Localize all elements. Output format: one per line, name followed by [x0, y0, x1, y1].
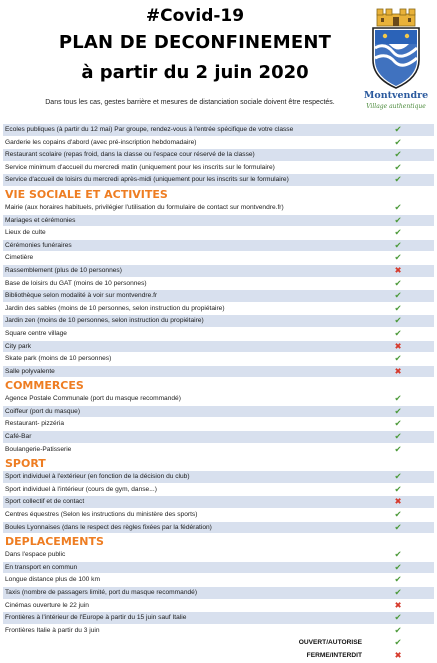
- check-icon: ✔: [394, 174, 402, 185]
- row-label: Service minimum d'accueil du mercredi matin (uniquement pour les inscrits sur le formulaire): [5, 163, 275, 171]
- row-label: En transport en commun: [5, 563, 78, 571]
- check-icon: ✔: [394, 483, 402, 494]
- row-label: Dans l'espace public: [5, 551, 66, 559]
- row-label: Ecoles publiques (à partir du 12 mai) Par groupe, rendez-vous à l'entrée spécifique de votre classe: [5, 126, 294, 133]
- table-row: [3, 471, 434, 484]
- table-row: [3, 202, 434, 215]
- check-icon: ✔: [394, 201, 402, 212]
- row-label: Boules Lyonnaises (dans le respect des règles fixées par la fédération): [5, 523, 212, 531]
- legend-item: [3, 637, 434, 650]
- table-row: [3, 562, 434, 575]
- check-icon: ✔: [394, 405, 402, 416]
- row-label: Mairie (aux horaires habituels, privilégier l'utilisation du formulaire de contact sur montvendre.fr): [5, 203, 284, 211]
- row-label: Frontières Italie à partir du 3 juin: [5, 626, 100, 634]
- table-row: [3, 290, 434, 303]
- row-label: Coiffeur (port du masque): [5, 407, 81, 415]
- check-icon: ✔: [394, 214, 402, 225]
- check-icon: ✔: [394, 290, 402, 301]
- row-label: Salle polyvalente: [5, 367, 55, 375]
- check-icon: ✔: [394, 443, 402, 454]
- section-title: SPORT: [3, 456, 434, 471]
- table-row: [3, 625, 434, 638]
- table-row: [3, 240, 434, 253]
- section-title: COMMERCES: [3, 378, 434, 393]
- row-label: Jardin des sables (moins de 10 personnes, selon instruction du propiétaire): [5, 304, 225, 312]
- table-row: [3, 303, 434, 316]
- table-row: [3, 574, 434, 587]
- page-title: PLAN DE DECONFINEMENT: [58, 32, 332, 53]
- table-row: [3, 341, 434, 354]
- row-label: Cimetière: [5, 254, 34, 262]
- table-row: [3, 162, 434, 175]
- check-icon: ✔: [394, 227, 402, 238]
- check-icon: ✔: [394, 327, 402, 338]
- table-row: [3, 549, 434, 562]
- check-icon: ✔: [394, 252, 402, 263]
- table-row: [3, 124, 434, 137]
- row-label: Café-Bar: [5, 433, 32, 441]
- table-row: [3, 509, 434, 522]
- table-row: [3, 353, 434, 366]
- row-label: Sport collectif et de contact: [5, 498, 85, 506]
- check-icon: ✔: [394, 136, 402, 147]
- coat-of-arms-icon: [363, 8, 429, 92]
- cross-icon: ✖: [394, 365, 402, 376]
- montvendre-logo: [363, 8, 429, 114]
- cross-icon: ✖: [394, 264, 402, 275]
- legend-item: [3, 650, 434, 663]
- row-label: Restaurant scolaire (repas froid, dans la classe ou l'espace cour réservé de la classe): [5, 151, 255, 159]
- table-row: [3, 522, 434, 535]
- row-label: Service d'accueil de loisirs du mercredi après-midi (uniquement pour les inscrits sur le formulaire): [5, 176, 289, 184]
- check-icon: ✔: [394, 277, 402, 288]
- check-icon: ✔: [394, 471, 402, 482]
- check-icon: ✔: [394, 509, 402, 520]
- check-icon: ✔: [394, 587, 402, 597]
- table-row: [3, 496, 434, 509]
- legend-label: FERME/INTERDIT: [306, 651, 362, 659]
- legend-label: OUVERT/AUTORISE: [298, 639, 362, 647]
- row-label: Agence Postale Communale (port du masque recommandé): [5, 395, 181, 403]
- table-row: [3, 252, 434, 265]
- table-row: [3, 149, 434, 162]
- table-row: [3, 278, 434, 291]
- table-row: [3, 174, 434, 187]
- deconfinement-table: [3, 124, 434, 663]
- check-icon: ✔: [394, 161, 402, 172]
- check-icon: ✔: [394, 302, 402, 313]
- check-icon: ✔: [394, 124, 402, 134]
- row-label: Skate park (moins de 10 personnes): [5, 355, 112, 363]
- cross-icon: ✖: [394, 340, 402, 351]
- row-label: Lieux de culte: [5, 229, 46, 237]
- table-row: [3, 484, 434, 497]
- row-label: Taxis (nombre de passagers limité, port du masque recommandé): [5, 589, 198, 596]
- row-label: Cérémonies funéraires: [5, 241, 72, 249]
- check-icon: ✔: [394, 637, 402, 648]
- check-icon: ✔: [394, 521, 402, 532]
- date-subtitle: à partir du 2 juin 2020: [81, 62, 309, 83]
- row-label: Sport individuel à l'extérieur (en fonction de la décision du club): [5, 473, 190, 481]
- cross-icon: ✖: [394, 496, 402, 507]
- check-icon: ✔: [394, 549, 402, 560]
- row-label: Frontières à l'intérieur de l'Europe à partir du 15 juin sauf Italie: [5, 614, 187, 622]
- cross-icon: ✖: [394, 599, 402, 610]
- table-row: [3, 444, 434, 457]
- check-icon: ✔: [394, 561, 402, 572]
- logo-tagline: Village authentique: [366, 103, 426, 110]
- table-row: [3, 215, 434, 228]
- table-row: [3, 315, 434, 328]
- intro-text: Dans tous les cas, gestes barrière et mesures de distanciation sociale doivent être respectés.: [45, 99, 335, 106]
- check-icon: ✔: [394, 431, 402, 442]
- section-title: DEPLACEMENTS: [3, 534, 434, 549]
- cross-icon: ✖: [394, 649, 402, 660]
- row-label: City park: [5, 342, 32, 350]
- check-icon: ✔: [394, 418, 402, 429]
- check-icon: ✔: [394, 239, 402, 250]
- check-icon: ✔: [394, 315, 402, 326]
- check-icon: ✔: [394, 574, 402, 585]
- row-label: Base de loisirs du GAT (moins de 10 personnes): [5, 279, 147, 287]
- row-label: Mariages et cérémonies: [5, 216, 76, 224]
- row-label: Centres équestres (Selon les instructions du ministère des sports): [5, 511, 198, 519]
- table-row: [3, 612, 434, 625]
- row-label: Longue distance plus de 100 km: [5, 576, 100, 584]
- table-row: [3, 227, 434, 240]
- check-icon: ✔: [394, 612, 402, 623]
- table-row: [3, 431, 434, 444]
- table-row: [3, 393, 434, 406]
- row-label: Square centre village: [5, 329, 67, 337]
- table-row: [3, 600, 434, 613]
- logo-name: Montvendre: [363, 90, 429, 101]
- table-row: [3, 265, 434, 278]
- check-icon: ✔: [394, 624, 402, 635]
- row-label: Boulangerie-Patisserie: [5, 445, 72, 453]
- row-label: Garderie les copains d'abord (avec pré-inscription hebdomadaire): [5, 138, 197, 146]
- table-row: [3, 587, 434, 600]
- row-label: Jardin zen (moins de 10 personnes, selon instruction du propiétaire): [5, 317, 204, 325]
- row-label: Restaurant- pizzéria: [5, 420, 65, 428]
- header: [0, 0, 437, 120]
- row-label: Cinémas ouverture le 22 juin: [5, 601, 89, 609]
- row-label: Rassemblement (plus de 10 personnes): [5, 266, 122, 274]
- row-label: Sport individuel à l'intérieur (cours de gym, danse...): [5, 485, 157, 493]
- check-icon: ✔: [394, 353, 402, 364]
- table-row: [3, 418, 434, 431]
- table-row: [3, 366, 434, 379]
- section-title: VIE SOCIALE ET ACTIVITES: [3, 187, 434, 202]
- hashtag-title: #Covid-19: [145, 6, 245, 26]
- check-icon: ✔: [394, 149, 402, 160]
- row-label: Bibliothèque selon modalité à voir sur montvendre.fr: [5, 292, 158, 300]
- table-row: [3, 328, 434, 341]
- table-row: [3, 137, 434, 150]
- table-row: [3, 406, 434, 419]
- check-icon: ✔: [394, 393, 402, 404]
